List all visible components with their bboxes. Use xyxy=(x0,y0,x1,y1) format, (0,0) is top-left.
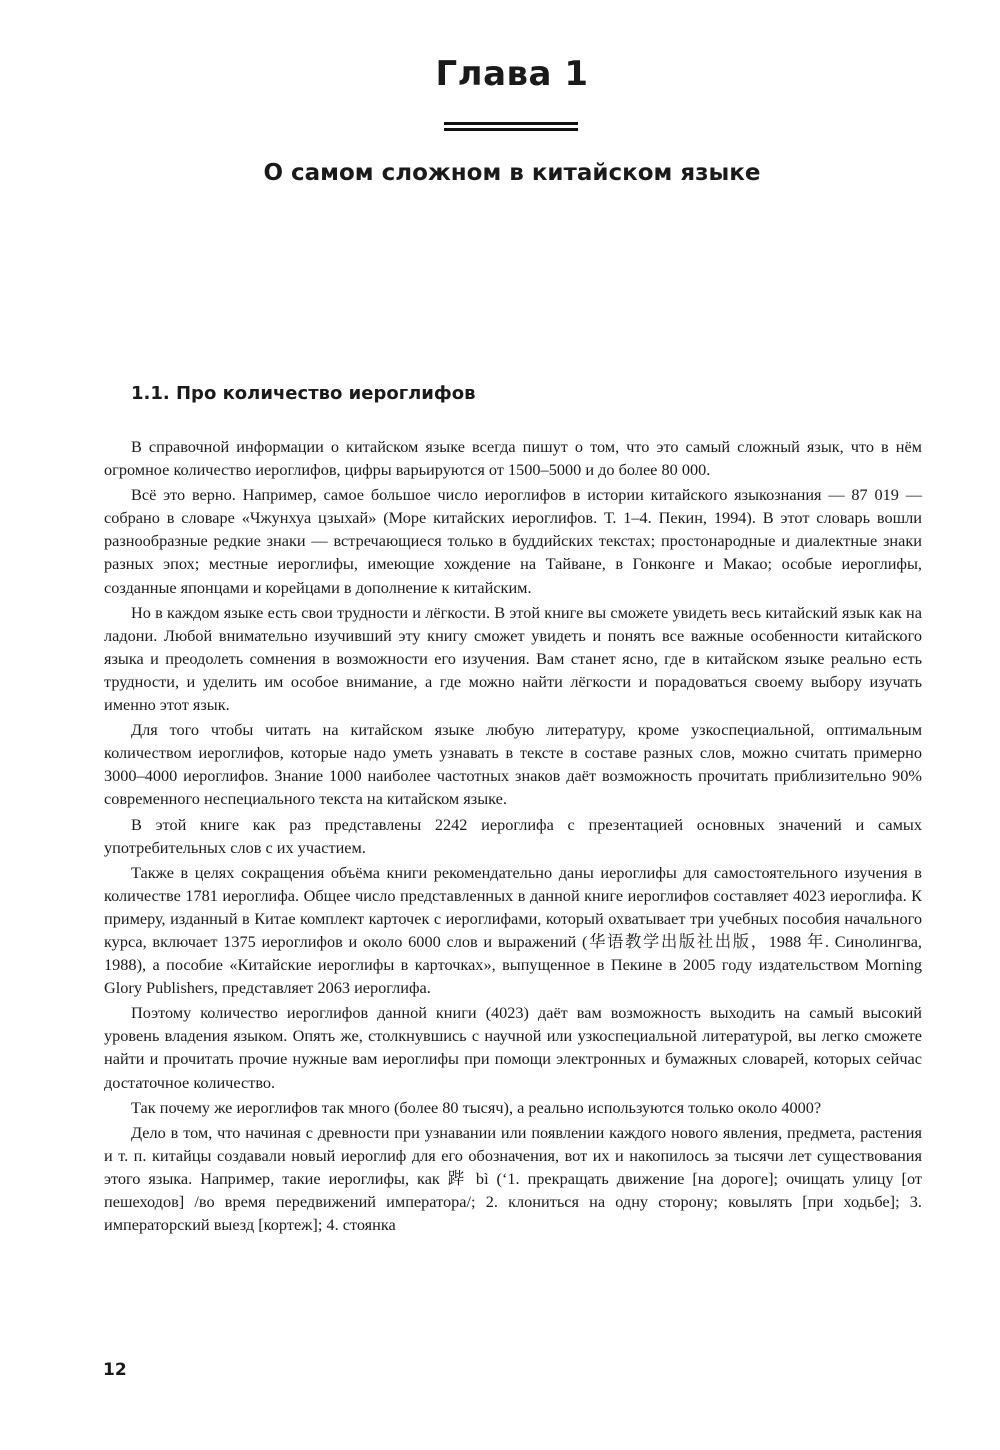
section-title: 1.1. Про количество иероглифов xyxy=(131,383,476,404)
paragraph: Также в целях сокращения объёма книги рекомендательно даны иероглифы для самостоятельного изучения в количестве 1781 иероглифа. Общее число представленных в данной книге иероглифов составляет 4023 иероглифа. К примеру, изданный в Китае комплект карточек с иероглифами, который охватывает три учебных пособия начального курса, включает 1375 иероглифов и около 6000 слов и выражений (华语教学出版社出版，1988 年. Синолингва, 1988), а пособие «Китайские иероглифы в карточках», выпущенное в Пекине в 2005 году издательством Morning Glory Publishers, представляет 2063 иероглифа. xyxy=(104,862,922,998)
paragraph: Всё это верно. Например, самое большое число иероглифов в истории китайского языкознания — 87 019 — собрано в словаре «Чжунхуа цзыхай» (Море китайских иероглифов. Т. 1–4. Пекин, 1994). В этот словарь вошли разнообразные редкие знаки — встречающиеся только в буддийских текстах; простонародные и диалектные знаки разных эпох; местные иероглифы, имеющие хождение на Тайване, в Гонконге и Макао; особые иероглифы, созданные японцами и корейцами в дополнение к китайским. xyxy=(104,485,922,597)
body-text xyxy=(104,435,922,1238)
chapter-title: Глава 1 xyxy=(435,54,589,94)
paragraph: В справочной информации о китайском языке всегда пишут о том, что это самый сложный язык, что в нём огромное количество иероглифов, цифры варьируются от 1500–5000 и до более 80 000. xyxy=(104,437,922,480)
paragraph: Поэтому количество иероглифов данной книги (4023) даёт вам возможность выходить на самый высокий уровень владения языком. Опять же, столкнувшись с научной или узкоспециальной литературой, вы легко сможете найти и прочитать прочие нужные вам иероглифы при помощи электронных и бумажных словарей, которых сейчас достаточное количество. xyxy=(104,1003,922,1092)
paragraph: Дело в том, что начиная с древности при узнавании или появлении каждого нового явления, предмета, растения и т. п. китайцы создавали новый иероглиф для его обозначения, вот их и накопилось за тысячи лет существования этого языка. Например, такие иероглифы, как 跸 bì (‘1. прекращать движение [на дороге]; очищать улицу [от пешеходов] /во время передвижений императора/; 2. клониться на одну сторону; ковылять [при ходьбе]; 3. императорский выезд [кортеж]; 4. стоянка xyxy=(104,1122,922,1235)
paragraph: Для того чтобы читать на китайском языке любую литературу, кроме узкоспециальной, оптимальным количеством иероглифов, которые надо уметь узнавать в тексте в составе разных слов, можно считать примерно 3000–4000 иероглифов. Знание 1000 наиболее частотных знаков даёт возможность прочитать приблизительно 90% современного неспециального текста на китайском языке. xyxy=(104,720,922,809)
page-number: 12 xyxy=(103,1360,127,1380)
chapter-title-double-rule xyxy=(444,122,578,131)
chapter-subtitle: О самом сложном в китайском языке xyxy=(263,160,761,186)
paragraph: Так почему же иероглифов так много (более 80 тысяч), а реально используются только около 4000? xyxy=(131,1097,822,1117)
paragraph: Но в каждом языке есть свои трудности и лёгкости. В этой книге вы сможете увидеть весь китайский язык как на ладони. Любой внимательно изучивший эту книгу сможет увидеть и понять все важные особенности китайского языка и преодолеть сомнения в возможности его изучения. Вам станет ясно, где в китайском языке реально есть трудности, и уделить им особое внимание, а где можно найти лёгкости и порадоваться своему выбору изучать именно этот язык. xyxy=(104,602,922,715)
paragraph: В этой книге как раз представлены 2242 иероглифа с презентацией основных значений и самых употребительных слов с их участием. xyxy=(104,814,922,857)
